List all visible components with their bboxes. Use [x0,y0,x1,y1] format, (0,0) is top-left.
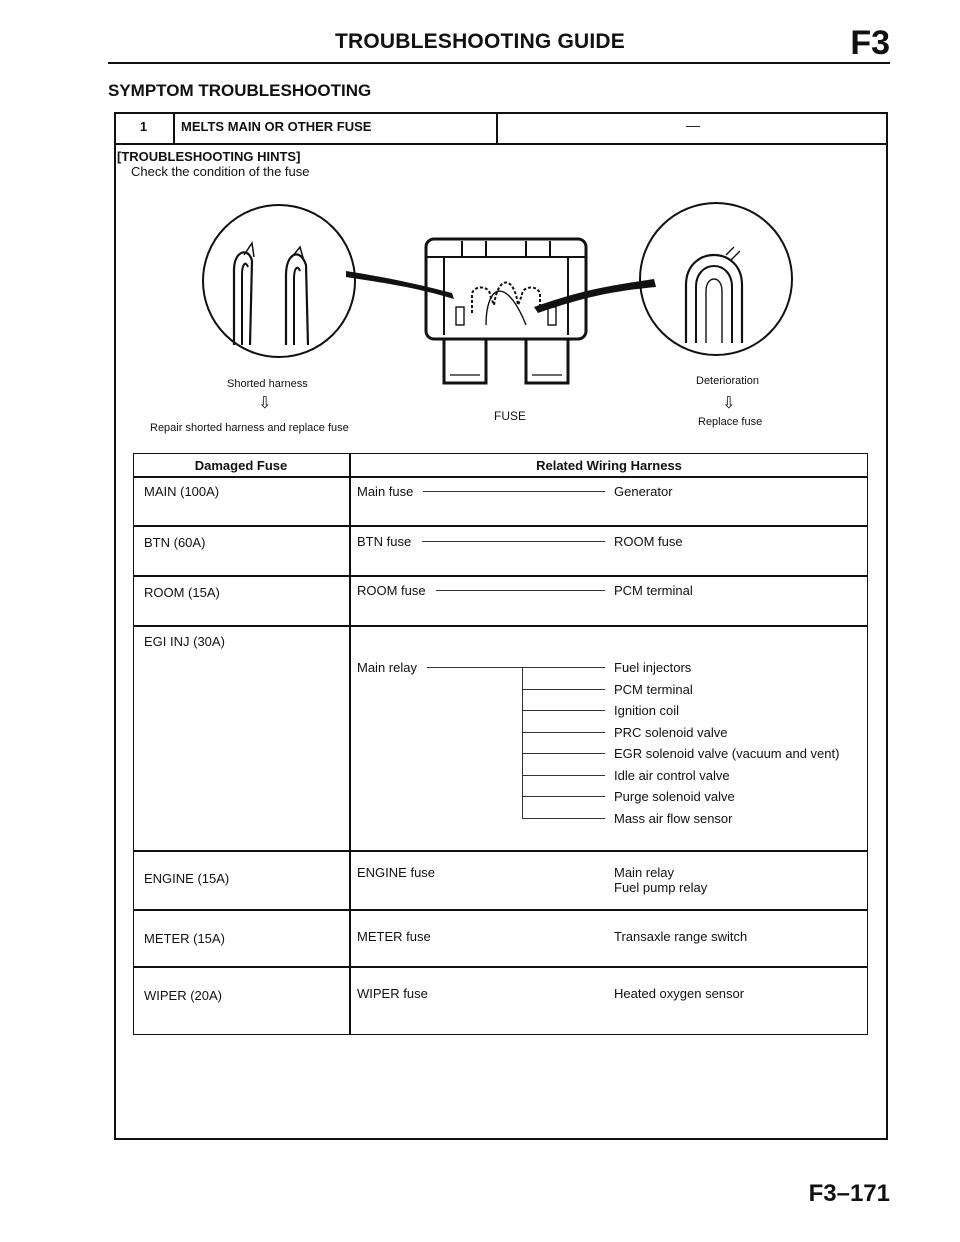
table-row-source: BTN fuse [357,534,412,549]
table-row-divider [133,909,868,911]
table-row-target: Generator [614,484,673,499]
table-row-fuse: BTN (60A) [144,535,206,550]
down-arrow-icon: ⇩ [258,395,272,412]
table-row-target: PCM terminal [614,583,693,598]
table-row-fuse: METER (15A) [144,931,225,946]
table-row-target: PCM terminal [614,682,693,697]
table-row-divider [133,966,868,968]
table-row-target: EGR solenoid valve (vacuum and vent) [614,746,840,761]
fuse-illustration [114,195,834,395]
table-row-target: Mass air flow sensor [614,811,733,826]
table-row-target: Ignition coil [614,703,680,718]
page-header-title: TROUBLESHOOTING GUIDE [334,30,626,53]
leader-line [422,541,605,542]
replace-action-label: Replace fuse [698,416,763,428]
step-row-divider [114,143,888,145]
shorted-harness-label: Shorted harness [227,378,308,390]
repair-action-label: Repair shorted harness and replace fuse [150,422,349,434]
leader-line [522,689,605,690]
table-row-target: Fuel injectors [614,660,692,675]
leader-line [522,775,605,776]
section-code: F3 [850,24,890,62]
deterioration-detail [640,203,792,355]
right-leader-line [534,279,656,313]
column-header-damaged-fuse: Damaged Fuse [194,458,288,473]
leader-line [522,710,605,711]
table-row-fuse: EGI INJ (30A) [144,634,225,649]
table-row-fuse: ENGINE (15A) [144,871,230,886]
leader-line [522,818,605,819]
table-row-target: Heated oxygen sensor [614,986,745,1001]
deterioration-label: Deterioration [696,375,759,387]
table-row-target: Transaxle range switch [614,929,748,944]
section-title: SYMPTOM TROUBLESHOOTING [108,81,372,100]
table-row-target: Idle air control valve [614,768,730,783]
table-row-target: Main relay [614,865,674,880]
hints-title: [TROUBLESHOOTING HINTS] [117,149,301,164]
table-row-source: WIPER fuse [357,986,428,1001]
table-row-target: PRC solenoid valve [614,725,728,740]
leader-line [436,590,605,591]
table-row-target: Fuel pump relay [614,880,708,895]
leader-line [522,732,605,733]
leader-line [522,796,605,797]
leader-line [427,667,605,668]
table-row-fuse: ROOM (15A) [144,585,220,600]
table-header-divider [133,476,868,478]
step-number: 1 [139,119,148,134]
fuse-label: FUSE [494,409,527,423]
table-row-fuse: MAIN (100A) [144,484,220,499]
step-result: — [686,117,700,133]
hints-text: Check the condition of the fuse [131,164,310,179]
table-row-fuse: WIPER (20A) [144,988,223,1003]
leader-line [522,753,605,754]
table-row-source: Main fuse [357,484,414,499]
page-number: F3–171 [808,1180,890,1207]
column-header-related-harness: Related Wiring Harness [536,458,682,473]
header-rule [108,62,890,64]
table-column-divider [349,453,351,1035]
shorted-harness-detail [203,205,355,357]
table-row-source: Main relay [357,660,417,675]
table-row-divider [133,525,868,527]
fuse-icon [426,239,586,383]
table-row-source: ENGINE fuse [357,865,436,880]
table-row-source: ROOM fuse [357,583,426,598]
table-row-divider [133,575,868,577]
step-title: MELTS MAIN OR OTHER FUSE [181,119,372,134]
table-row-divider [133,625,868,627]
down-arrow-icon: ⇩ [722,395,736,412]
left-leader-line [346,271,454,299]
table-row-target: ROOM fuse [614,534,683,549]
table-row-divider [133,850,868,852]
table-row-source: METER fuse [357,929,431,944]
table-row-target: Purge solenoid valve [614,789,735,804]
step-column-divider [173,112,175,144]
leader-line [423,491,605,492]
